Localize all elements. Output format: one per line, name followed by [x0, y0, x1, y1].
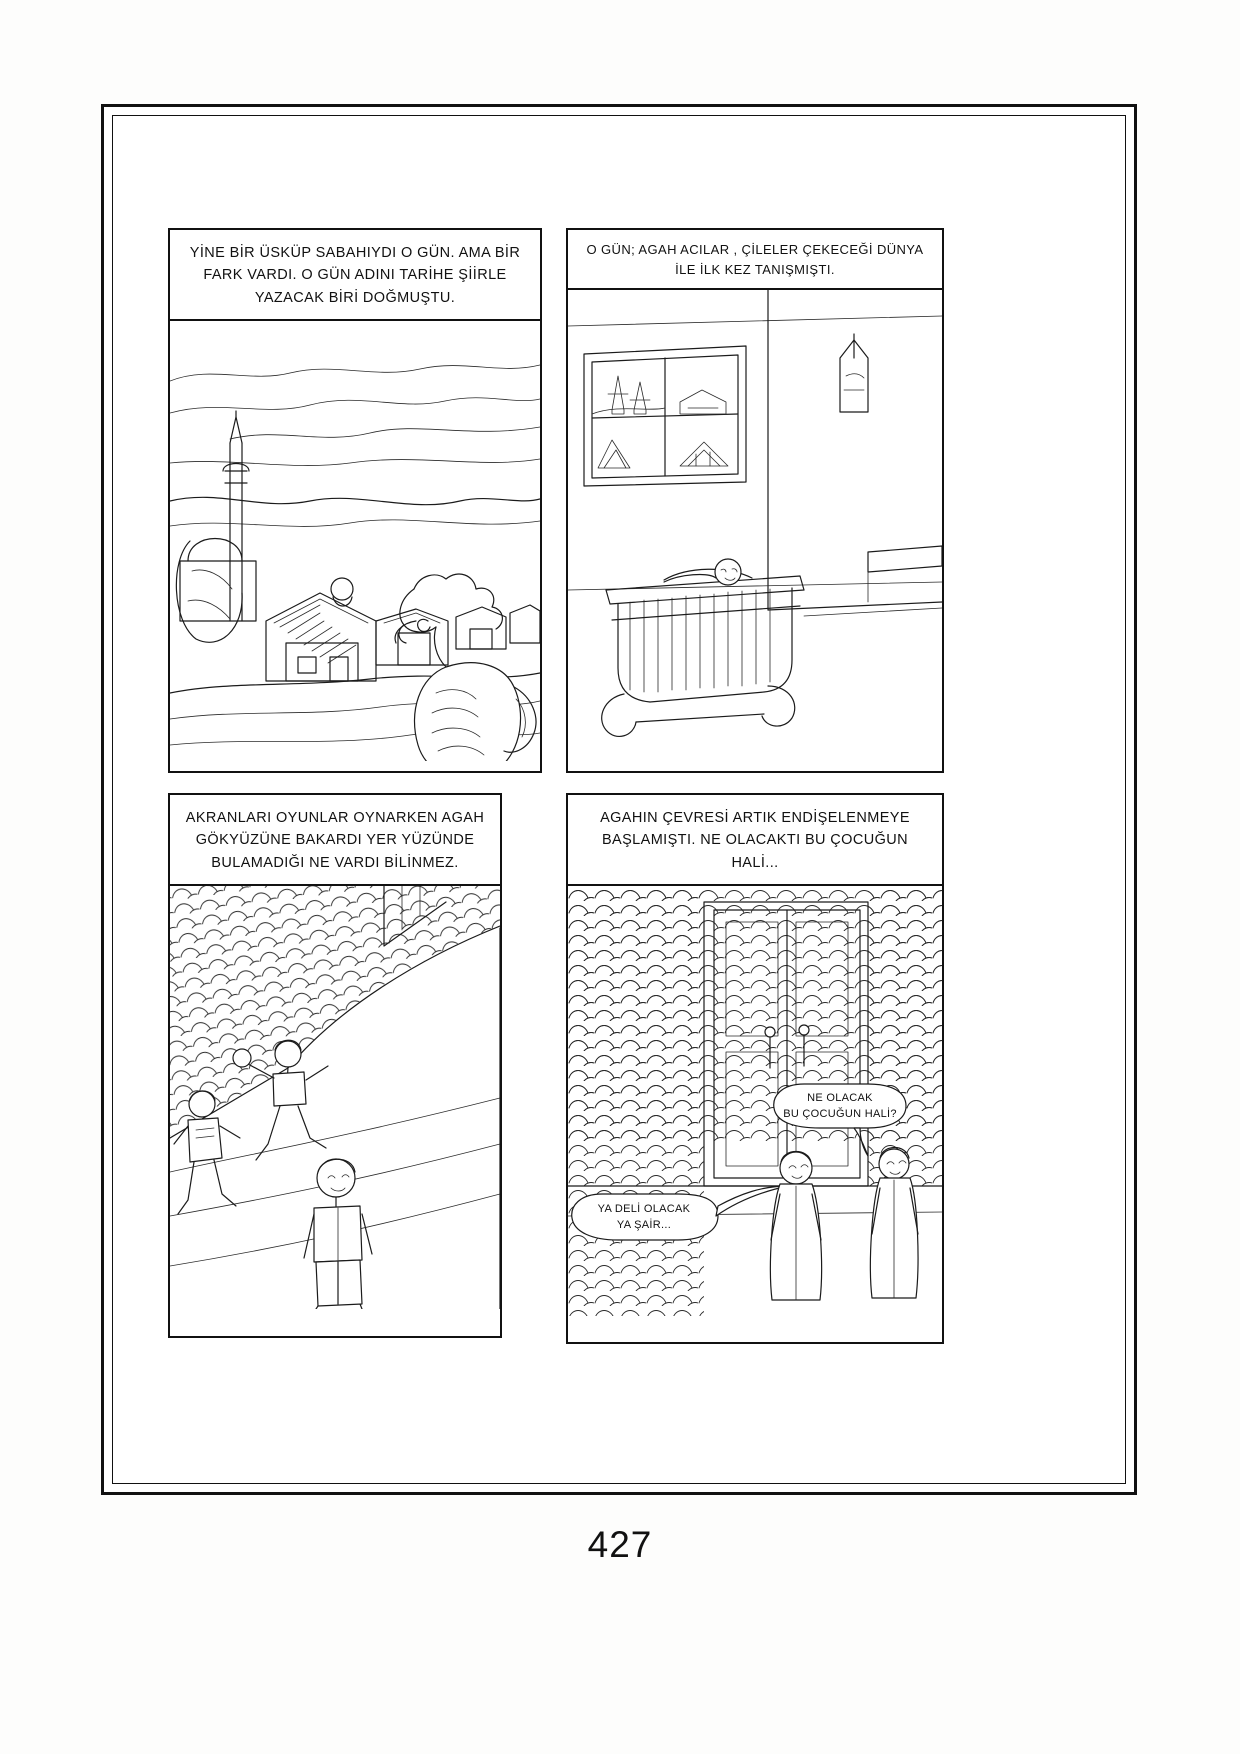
panel-4-caption: AGAHIN ÇEVRESİ ARTIK ENDİŞELENMEYE BAŞLAMIŞTI. NE OLACAKTI BU ÇOCUĞUN HALİ... — [568, 795, 942, 886]
comic-panel-4 — [566, 793, 944, 1344]
bubble-2-line-2: YA ŞAİR... — [616, 1219, 672, 1232]
comic-panel-3 — [168, 793, 502, 1338]
panel-2-caption: O GÜN; AGAH ACILAR , ÇİLELER ÇEKECEĞİ DÜNYA İLE İLK KEZ TANIŞMIŞTI. — [568, 230, 942, 290]
comic-panel-1 — [168, 228, 542, 773]
page-number: 427 — [587, 1524, 653, 1565]
panel-4-artwork — [568, 886, 942, 1316]
comic-panel-2 — [566, 228, 944, 773]
panel-1-artwork — [170, 321, 540, 761]
panel-1-caption: YİNE BİR ÜSKÜP SABAHIYDI O GÜN. AMA BİR FARK VARDI. O GÜN ADINI TARİHE ŞİİRLE YAZACAK BİRİ DOĞMUŞTU. — [170, 230, 540, 321]
panel-3-caption: AKRANLARI OYUNLAR OYNARKEN AGAH GÖKYÜZÜNE BAKARDI YER YÜZÜNDE BULAMADIĞI NE VARDI BİLİNMEZ. — [170, 795, 500, 886]
bubble-1-line-1: NE OLACAK — [807, 1092, 873, 1105]
bubble-2-line-1: YA DELİ OLACAK — [597, 1203, 691, 1216]
panel-2-artwork — [568, 290, 942, 760]
panel-3-artwork — [170, 886, 500, 1309]
bubble-1-line-2: BU ÇOCUĞUN HALİ? — [783, 1108, 897, 1121]
